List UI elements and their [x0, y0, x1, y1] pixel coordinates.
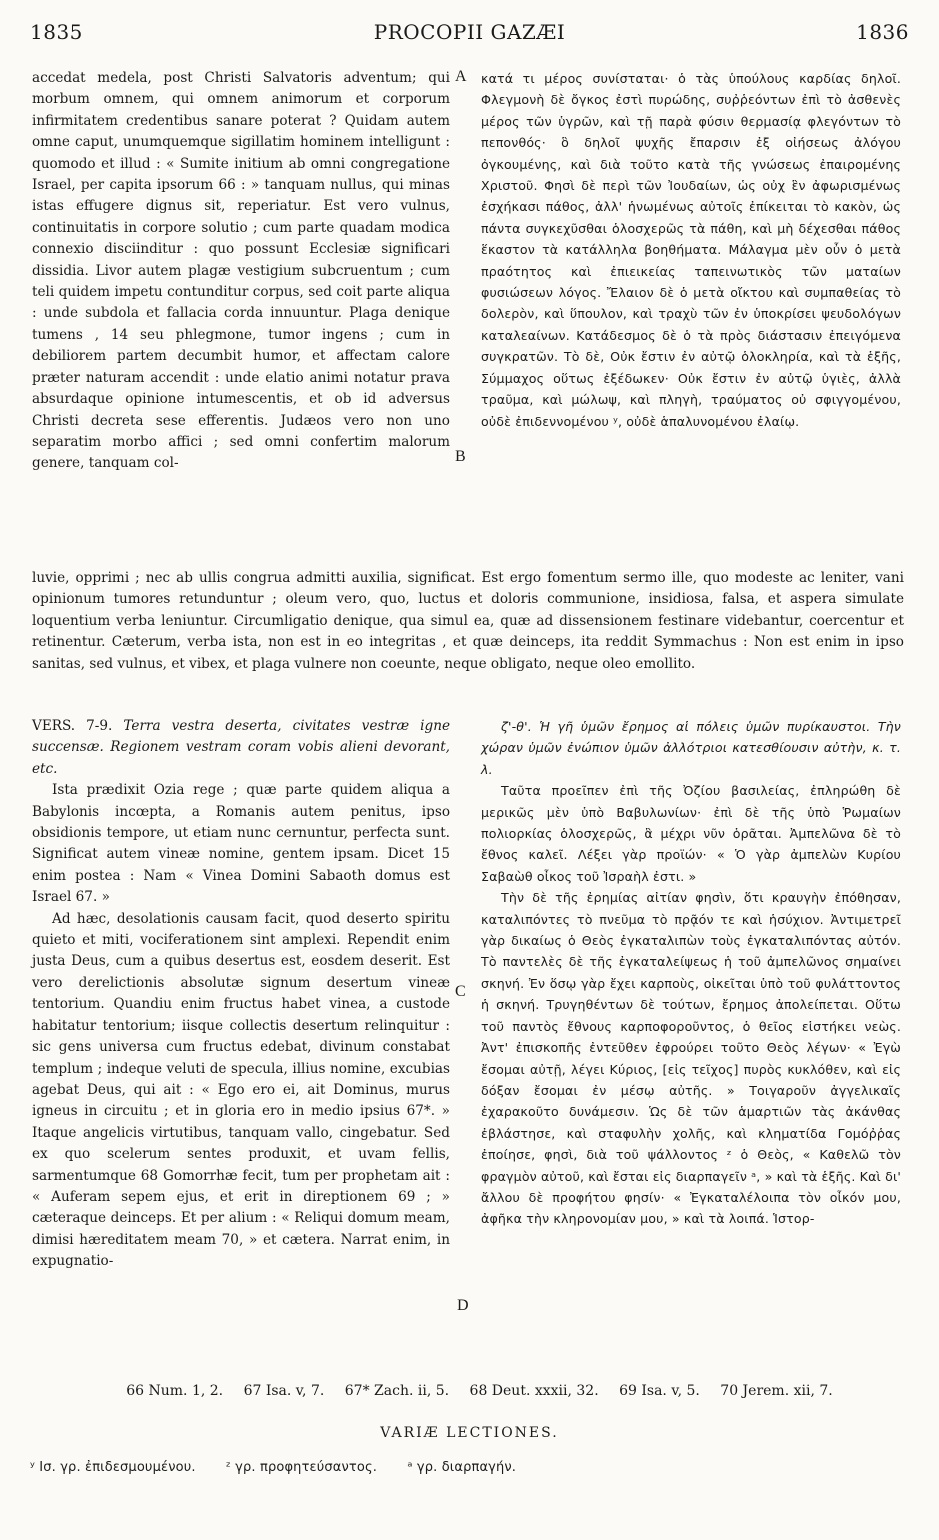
greek-paragraph: Ταῦτα προεῖπεν ἐπὶ τῆς Ὀζίου βασιλείας, ἐπληρώθη δὲ μερικῶς μὲν ὑπὸ Βαβυλωνίων· ἐπὶ δὲ τῆς ὑπὸ Ῥωμαίων πολιορκίας ὁλοσχερῶς, ἃ μέχρι νῦν ὁρᾶται. Ἀμπελῶνα δὲ τὸ ἔθνος καλεῖ. Λέξει γὰρ προϊών· « Ὁ γὰρ ἀμπελὼν Κυρίου Σαβαὼθ οἶκος τοῦ Ἰσραὴλ ἐστι. » — [481, 783, 901, 884]
running-title: PROCOPII GAZÆI — [373, 20, 566, 44]
greek-paragraph: Τὴν δὲ τῆς ἐρημίας αἰτίαν φησὶν, ὅτι κραυγὴν ἐπόθησαν, καταλιπόντες τὸ πνεῦμα τὸ πρᾷόν τε καὶ ἡσύχιον. Ἀντιμετρεῖ γὰρ δικαίως ὁ Θεὸς ἐγκαταλιπὼν τοὺς ἐγκαταλιπόντας αὐτόν. Τὸ παντελὲς δὲ τῆς ἐγκαταλείψεως ἡ τοῦ ἀμπελῶνος σημαίνει σκηνή. Ἐν ὅσῳ γὰρ ἔχει καρποὺς, οἰκεῖται ὑπὸ τοῦ φυλάττοντος ἡ σκηνή. Τρυγηθέντων δὲ τούτων, ἔρημος ἀπολείπεται. Οὕτω τοῦ παντὸς ἔθνους καρποφοροῦντος, ὁ θεῖος εἱστήκει νεὼς. Ἀντ' ἐπισκοπῆς ἐντεῦθεν ἐφρούρει τοῦτο Θεὸς λέγων· « Ἐγὼ ἔσομαι αὐτῇ, λέγει Κύριος, [εἰς τεῖχος] πυρὸς κυκλόθεν, καὶ εἰς δόξαν ἔσομαι ἐν μέσῳ αὐτῆς. » Τοιγαροῦν ἀγγελικαῖς ἐχαρακοῦτο δυνάμεσιν. Ὡς δὲ τῶν ἁμαρτιῶν τὰς ἀκάνθας ἐβλάστησε, καὶ σταφυλὴν χολῆς, καὶ κληματίδα Γομόῤῥας ἐποίησε, φησὶ, διὰ τοῦ ψάλλοντος ᶻ ὁ Θεὸς, « Καθελῶ τὸν φραγμὸν αὐτοῦ, καὶ ἔσται εἰς διαρπαγεῖν ᵃ, » καὶ τὰ ἑξῆς. Καὶ δι' ἄλλου δὲ προφήτου φησίν· « Ἐγκαταλέλοιπα τὸν οἶκόν μου, ἀφῆκα τὴν κληρονομίαν μου, » καὶ τὰ λοιπά. Ἱστορ- — [481, 890, 901, 1227]
left-column-number: 1835 — [30, 20, 83, 44]
variant-reading: ᶻ γρ. προφητεύσαντος. — [225, 1460, 378, 1475]
verse-heading — [32, 716, 450, 780]
section-marker-d: D — [457, 1297, 469, 1314]
footnote: 70 Jerem. xii, 7. — [720, 1383, 833, 1399]
latin-paragraph: Ad hæc, desolationis causam facit, quod deserto spiritu quieto et miti, vociferationem sint amplexi. Rependit enim justa Deus, cum a quibus desertus est, eosdem deserit. Est vero derelictionis absolutæ signum desertum vineæ tentorium. Quandiu enim fructus habet vinea, a custode habitatur tentorium; iisque collectis desertum relinquitur : sic gens universa cum fructus edebat, divinum constabat templum ; indeque veluti de specula, illius nomine, excubias agebat Deus, qui ait : « Ego ero ei, ait Dominus, murus igneus in circuitu ; et in gloria ero in medio ipsius 67*. » Itaque angelicis virtutibus, tanquam vallo, cingebatur. Sed ex quo scelerum sentes produxit, et uvam fellis, sarmentumque 68 Gomorrhæ fecit, tum per prophetam ait : « Auferam sepem ejus, et erit in direptionem 69 ; » cæteraque deinceps. Et per alium : « Reliqui domum meam, dimisi hæreditatem meam 70, » et cætera. Narrat enim, in expugnatio- — [32, 910, 450, 1270]
greek-column-bottom — [481, 716, 901, 1230]
greek-verse-heading: ζ'-θ'. Ἡ γῆ ὑμῶν ἔρημος αἱ πόλεις ὑμῶν πυρίκαυστοι. Τὴν χώραν ὑμῶν ἐνώπιον ὑμῶν ἀλλότριοι κατεσθίουσιν αὐτὴν, κ. τ. λ. — [481, 719, 901, 777]
footnote: 67 Isa. v, 7. — [243, 1383, 325, 1399]
latin-paragraph: luvie, opprimi ; nec ab ullis congrua admitti auxilia, significat. Est ergo fomentum sermo ille, quo modeste ac leniter, vani opinionum tumores retunduntur ; oleum vero, quo, luctus et doloris communione, insidiosa, falsa, et aspera simulate loquentium verba leniuntur. Circumligatio denique, qua simul ea, quæ ad dissensionem festinare videbantur, coercentur et retinentur. Cæterum, verba ista, non est in eo integritas , et quæ deinceps, ita reddit Symmachus : Non est enim in ipso sanitas, sed vulnus, et vibex, et plaga vulnere non coeunte, neque obligato, neque oleo emollito. — [32, 570, 904, 672]
variae-lectiones-title: VARIÆ LECTIONES. — [380, 1425, 559, 1441]
variant-reading: ʸ Ισ. γρ. ἐπιδεσμουμένου. — [30, 1460, 196, 1475]
greek-paragraph: κατά τι μέρος συνίσταται· ὁ τὰς ὑπούλους καρδίας δηλοῖ. Φλεγμονὴ δὲ ὄγκος ἐστὶ πυρώδης, συῤῥεόντων ἐπὶ τὸ ἀσθενὲς μέρος τῶν ὑγρῶν, καὶ τῇ παρὰ φύσιν θερμασίᾳ φλεγόντων τὸ πεπονθός· ὃ δηλοῖ ψυχῆς ἔπαρσιν ἐξ οἰήσεως ἀλόγου ὀγκουμένης, καὶ διὰ τοῦτο κατὰ τῆς γνώσεως ἐπαιρομένης Χριστοῦ. Φησὶ δὲ περὶ τῶν Ἰουδαίων, ὡς οὐχ ἓν ἀφωρισμένως ἐσχήκασι πάθος, ἀλλ' ἡνωμένως αὐτοῖς ἐπίκειται τὸ κακὸν, ὡς πάντα συγκεχῦσθαι ὁλοσχερῶς τὰ πάθη, καὶ μὴ δέχεσθαι πάθος ἕκαστον τὰ κατάλληλα βοηθήματα. Μάλαγμα μὲν οὖν ὁ μετὰ πραότητος καὶ ἐπιεικείας ταπεινωτικὸς τῶν ματαίων φυσιώσεων λόγος. Ἔλαιον δὲ ὁ μετὰ οἴκτου καὶ συμπαθείας τὸ δολερὸν, καὶ ὕπουλον, καὶ τραχὺ τῶν ἐν ὑποκρίσει ψευδολόγων καταλεαίνων. Κατάδεσμος δὲ ὁ τὰ πρὸς διάστασιν ἐπειγόμενα συγκρατῶν. Τὸ δὲ, Οὐκ ἔστιν ἐν αὐτῷ ὁλοκληρία, καὶ τὰ ἑξῆς, Σύμμαχος οὕτως ἐξέδωκεν· Οὐκ ἔστιν ἐν αὐτῷ ὑγιὲς, ἀλλὰ τραῦμα, καὶ μώλωψ, καὶ πληγὴ, τραύματος οὐ σφιγγομένου, οὐδὲ ἐπιδεννομένου ʸ, οὐδὲ ἁπαλυνομένου ἐλαίῳ. — [481, 71, 901, 429]
variant-reading: ᵃ γρ. διαρπαγήν. — [407, 1460, 517, 1475]
footnote: 67* Zach. ii, 5. — [344, 1383, 450, 1399]
variae-lectiones — [30, 1460, 909, 1475]
right-column-number: 1836 — [856, 20, 909, 44]
latin-full-width-text — [32, 568, 904, 675]
footnotes — [60, 1383, 899, 1399]
verse-label: VERS. 7-9. — [32, 718, 113, 734]
latin-paragraph: Ista prædixit Ozia rege ; quæ parte quidem aliqua a Babylonis incœpta, a Romanis autem penitus, ipso obsidionis tempore, ut etiam nunc cernuntur, perfecta sunt. Significat autem vineæ nomine, gentem ipsam. Dicet 15 enim postea : Nam « Vinea Domini Sabaoth domus est Israel 67. » — [32, 782, 450, 906]
verse-text: Terra vestra deserta, civitates vestræ igne succensæ. Regionem vestram coram vobis alieni devorant, etc. — [32, 718, 450, 777]
running-header — [30, 20, 909, 50]
section-marker-c: C — [455, 983, 466, 1000]
latin-column-top — [32, 68, 450, 475]
greek-column-top — [481, 68, 901, 432]
latin-paragraph: accedat medela, post Christi Salvatoris adventum; qui morbum omnem, qui omnem animorum et corporum infirmitatem credentibus sanare poterat ? Quidam autem omne caput, unumquemque sigillatim hominem intelligunt : quomodo et illud : « Sumite initium ab omni congregatione Israel, per capita ipsorum 66 : » tanquam nullus, qui minas istas effugere dignus sit, reperiatur. Est vero vulnus, continuitatis in corpore solutio ; cum parte quadam modica connexio disciinditur : quo possunt Ecclesiæ significari dissidia. Livor autem plagæ vestigium subcruentum ; cum teli quidem impetu contunditur corpus, sed coit parte aliqua : unde subdola et fallacia corda innuuntur. Plaga denique tumens , 14 seu phlegmone, tumor ingens ; cum in debiliorem partem decumbit humor, et affectam calore præter naturam accendit : unde elatio animi notatur prava absurdaque opinione intumescentis, et ob id adversus Christi decreta sese efferentis. Judæos vero non uno separatim morbo affici ; sed omni confertim malorum genere, tanquam col- — [32, 70, 450, 472]
footnote: 69 Isa. v, 5. — [619, 1383, 700, 1399]
section-marker-b: B — [455, 448, 466, 465]
footnote: 66 Num. 1, 2. — [126, 1383, 224, 1399]
footnote: 68 Deut. xxxii, 32. — [469, 1383, 599, 1399]
latin-column-bottom — [32, 716, 450, 1273]
section-marker-a: A — [455, 68, 467, 85]
